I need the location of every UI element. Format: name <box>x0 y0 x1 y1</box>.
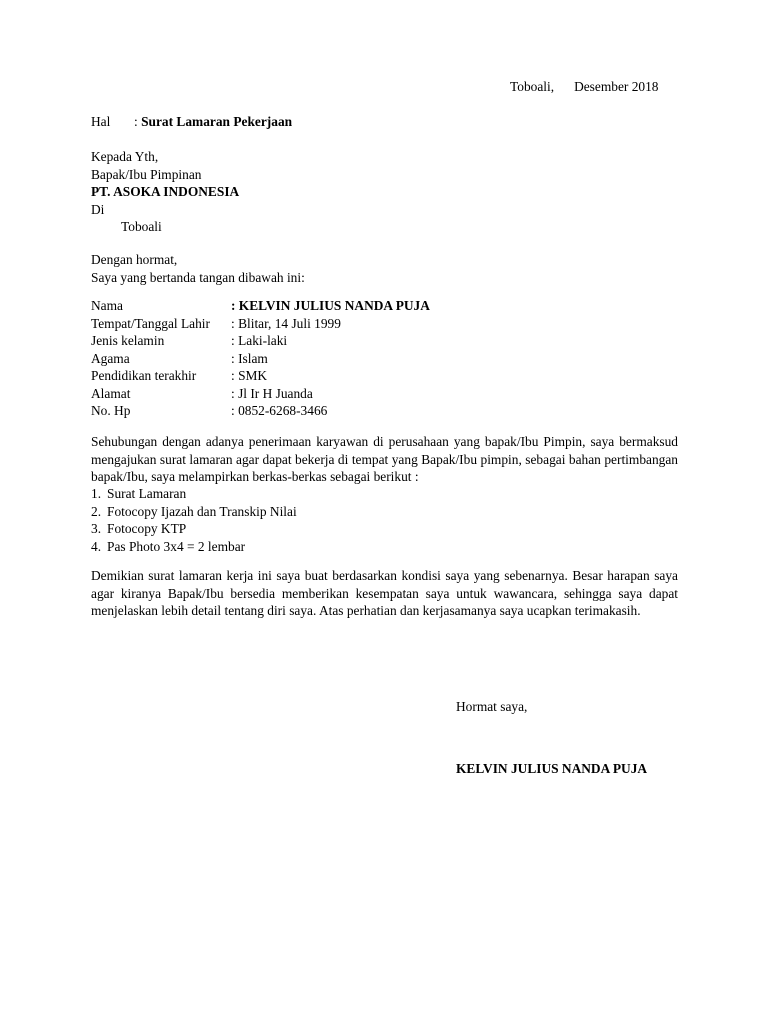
identity-label: No. Hp <box>91 403 131 418</box>
identity-label: Pendidikan terakhir <box>91 368 197 383</box>
subject-separator: : <box>134 114 138 129</box>
list-text: Surat Lamaran <box>107 486 187 501</box>
recipient-line1: Kepada Yth, <box>91 149 159 164</box>
signer-name: KELVIN JULIUS NANDA PUJA <box>456 761 648 776</box>
recipient-line2: Bapak/Ibu Pimpinan <box>91 166 202 182</box>
identity-label: Agama <box>91 350 130 366</box>
list-text: Fotocopy Ijazah dan Transkip Nilai <box>107 503 297 519</box>
identity-value: : KELVIN JULIUS NANDA PUJA <box>231 298 430 313</box>
identity-label: Jenis kelamin <box>91 333 165 348</box>
identity-label: Nama <box>91 298 123 313</box>
identity-value: : Laki-laki <box>231 333 288 348</box>
list-item <box>91 520 297 538</box>
identity-row-education <box>91 367 430 385</box>
identity-row-religion <box>91 350 430 368</box>
identity-value: : Blitar, 14 Juli 1999 <box>231 315 341 331</box>
identity-row-address <box>91 385 430 403</box>
body-paragraph-2: Demikian surat lamaran kerja ini saya buat berdasarkan kondisi saya yang sebenarnya. Besar harapan saya agar kiranya Bapak/Ibu bersedia memberikan kesempatan saya untuk wawancara, sehingga saya dapat menjelaskan lebih detail tentang diri saya. Atas perhatian dan kerjasamanya saya ucapkan terimakasih. <box>91 568 678 618</box>
identity-value: : Islam <box>231 350 268 366</box>
identity-label: Tempat/Tanggal Lahir <box>91 315 210 331</box>
list-item <box>91 503 297 521</box>
identity-value: : SMK <box>231 368 268 383</box>
list-item <box>91 538 297 556</box>
identity-label: Alamat <box>91 385 131 401</box>
identity-value: : Jl Ir H Juanda <box>231 385 313 401</box>
list-number: 1. <box>91 486 102 501</box>
recipient-company: PT. ASOKA INDONESIA <box>91 184 240 200</box>
identity-row-phone <box>91 402 430 420</box>
list-number: 4. <box>91 538 102 554</box>
date-month-year: Desember 2018 <box>574 79 659 94</box>
letter-date <box>510 78 658 95</box>
recipient-block <box>91 148 239 236</box>
subject-label: Hal <box>91 114 111 129</box>
list-number: 3. <box>91 521 102 536</box>
recipient-line4: Di <box>91 201 105 217</box>
list-number: 2. <box>91 503 102 519</box>
salutation: Dengan hormat, <box>91 252 178 267</box>
identity-value: : 0852-6268-3466 <box>231 403 328 418</box>
recipient-city: Toboali <box>121 219 162 235</box>
identity-row-name <box>91 297 430 315</box>
attachment-list <box>91 485 297 555</box>
intro-text: Saya yang bertanda tangan dibawah ini: <box>91 269 305 285</box>
identity-table <box>91 297 430 420</box>
list-text: Fotocopy KTP <box>107 521 187 536</box>
identity-row-birth <box>91 315 430 333</box>
greeting-block <box>91 251 305 286</box>
closing-text: Hormat saya, <box>456 699 528 714</box>
date-place: Toboali, <box>510 79 555 94</box>
body-paragraph-1: Sehubungan dengan adanya penerimaan karyawan di perusahaan yang bapak/Ibu Pimpin, saya bermaksud mengajukan surat lamaran agar dapat bekerja di tempat yang Bapak/Ibu pimpin, sebagai bahan pertimbangan bapak/Ibu, saya melampirkan berkas-berkas sebagai berikut : <box>91 434 678 484</box>
list-item <box>91 485 297 503</box>
subject-text: Surat Lamaran Pekerjaan <box>141 114 293 129</box>
subject-line <box>91 113 292 130</box>
identity-row-gender <box>91 332 430 350</box>
list-text: Pas Photo 3x4 = 2 lembar <box>107 538 246 554</box>
